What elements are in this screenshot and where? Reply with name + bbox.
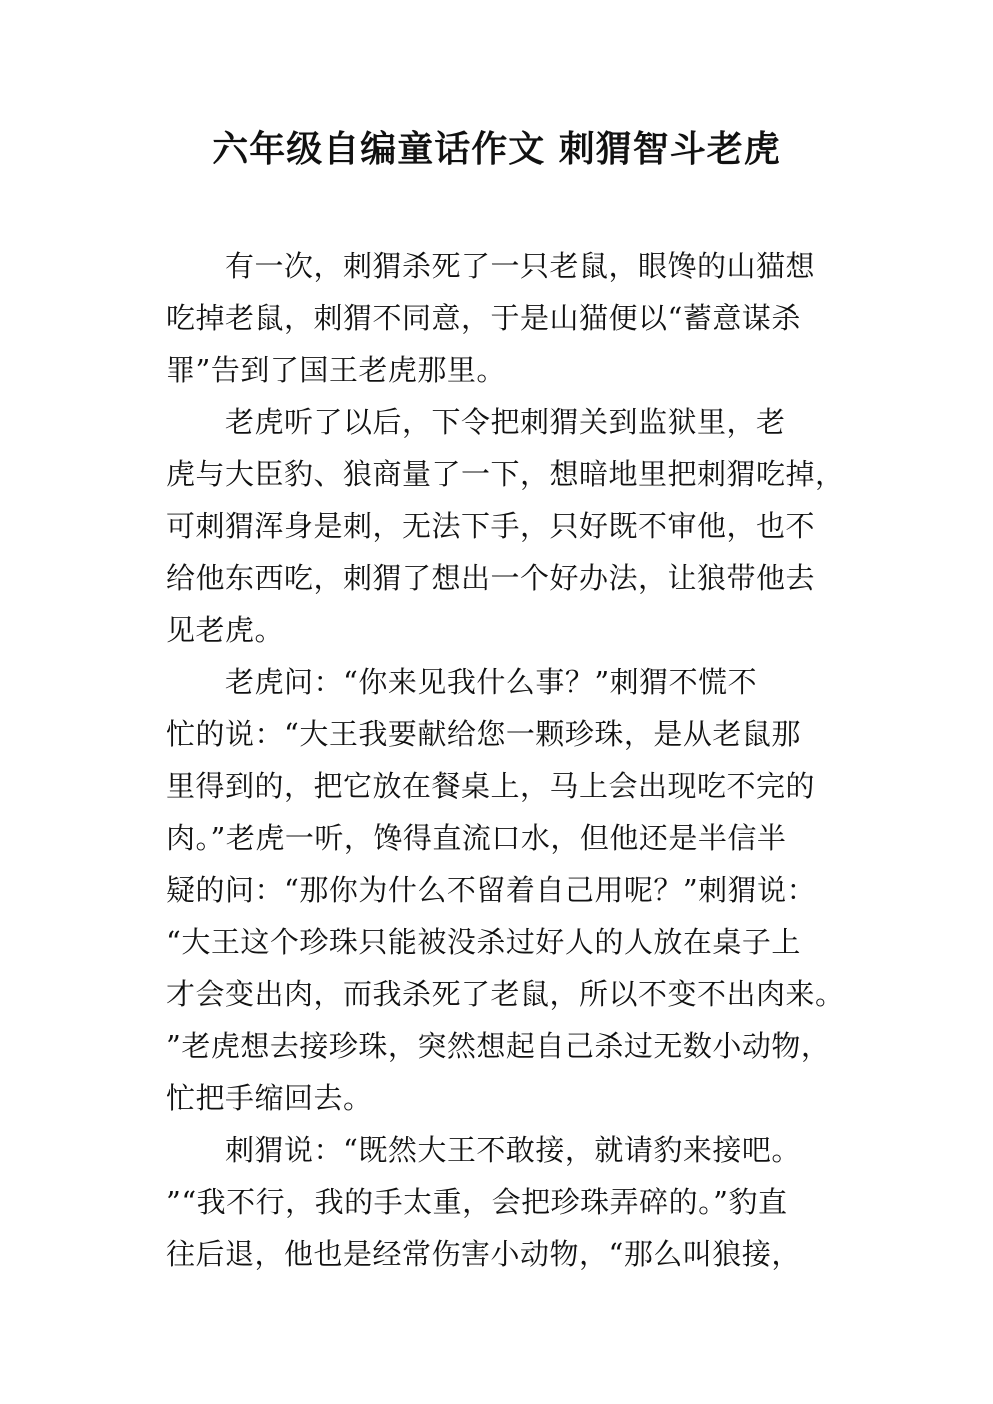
text-line: 见老虎。 xyxy=(166,613,285,647)
text-line: 给他东西吃，刺猬了想出一个好办法，让狼带他去 xyxy=(166,561,816,595)
text-line: 罪”告到了国王老虎那里。 xyxy=(166,353,506,387)
text-line: 吃掉老鼠，刺猬不同意，于是山猫便以“蓄意谋杀 xyxy=(166,301,801,335)
text-line: 刺猬说：“既然大王不敢接，就请豹来接吧。 xyxy=(166,1133,801,1167)
text-line: 往后退，他也是经常伤害小动物，“那么叫狼接， xyxy=(166,1237,801,1271)
text-line: 里得到的，把它放在餐桌上，马上会出现吃不完的 xyxy=(166,769,816,803)
document-title: 六年级自编童话作文 刺猬智斗老虎 xyxy=(212,129,781,170)
text-line: 忙的说：“大王我要献给您一颗珍珠，是从老鼠那 xyxy=(166,717,801,751)
text-line: 有一次，刺猬杀死了一只老鼠，眼馋的山猫想 xyxy=(166,249,816,283)
text-line: ”“我不行，我的手太重，会把珍珠弄碎的。”豹直 xyxy=(166,1185,788,1219)
text-line: “大王这个珍珠只能被没杀过好人的人放在桌子上 xyxy=(166,925,801,959)
text-line: 可刺猬浑身是刺，无法下手，只好既不审他，也不 xyxy=(166,509,816,543)
text-line: 疑的问：“那你为什么不留着自己用呢？”刺猬说： xyxy=(166,873,817,907)
text-line: 肉。”老虎一听，馋得直流口水，但他还是半信半 xyxy=(166,821,787,855)
text-line: ”老虎想去接珍珠，突然想起自己杀过无数小动物， xyxy=(166,1029,831,1063)
text-line: 虎与大臣豹、狼商量了一下，想暗地里把刺猬吃掉， xyxy=(166,457,845,491)
text-line: 老虎听了以后，下令把刺猬关到监狱里，老 xyxy=(166,405,786,439)
text-line: 才会变出肉，而我杀死了老鼠，所以不变不出肉来。 xyxy=(166,977,845,1011)
text-line: 忙把手缩回去。 xyxy=(166,1081,373,1115)
text-line: 老虎问：“你来见我什么事？”刺猬不慌不 xyxy=(166,665,758,699)
